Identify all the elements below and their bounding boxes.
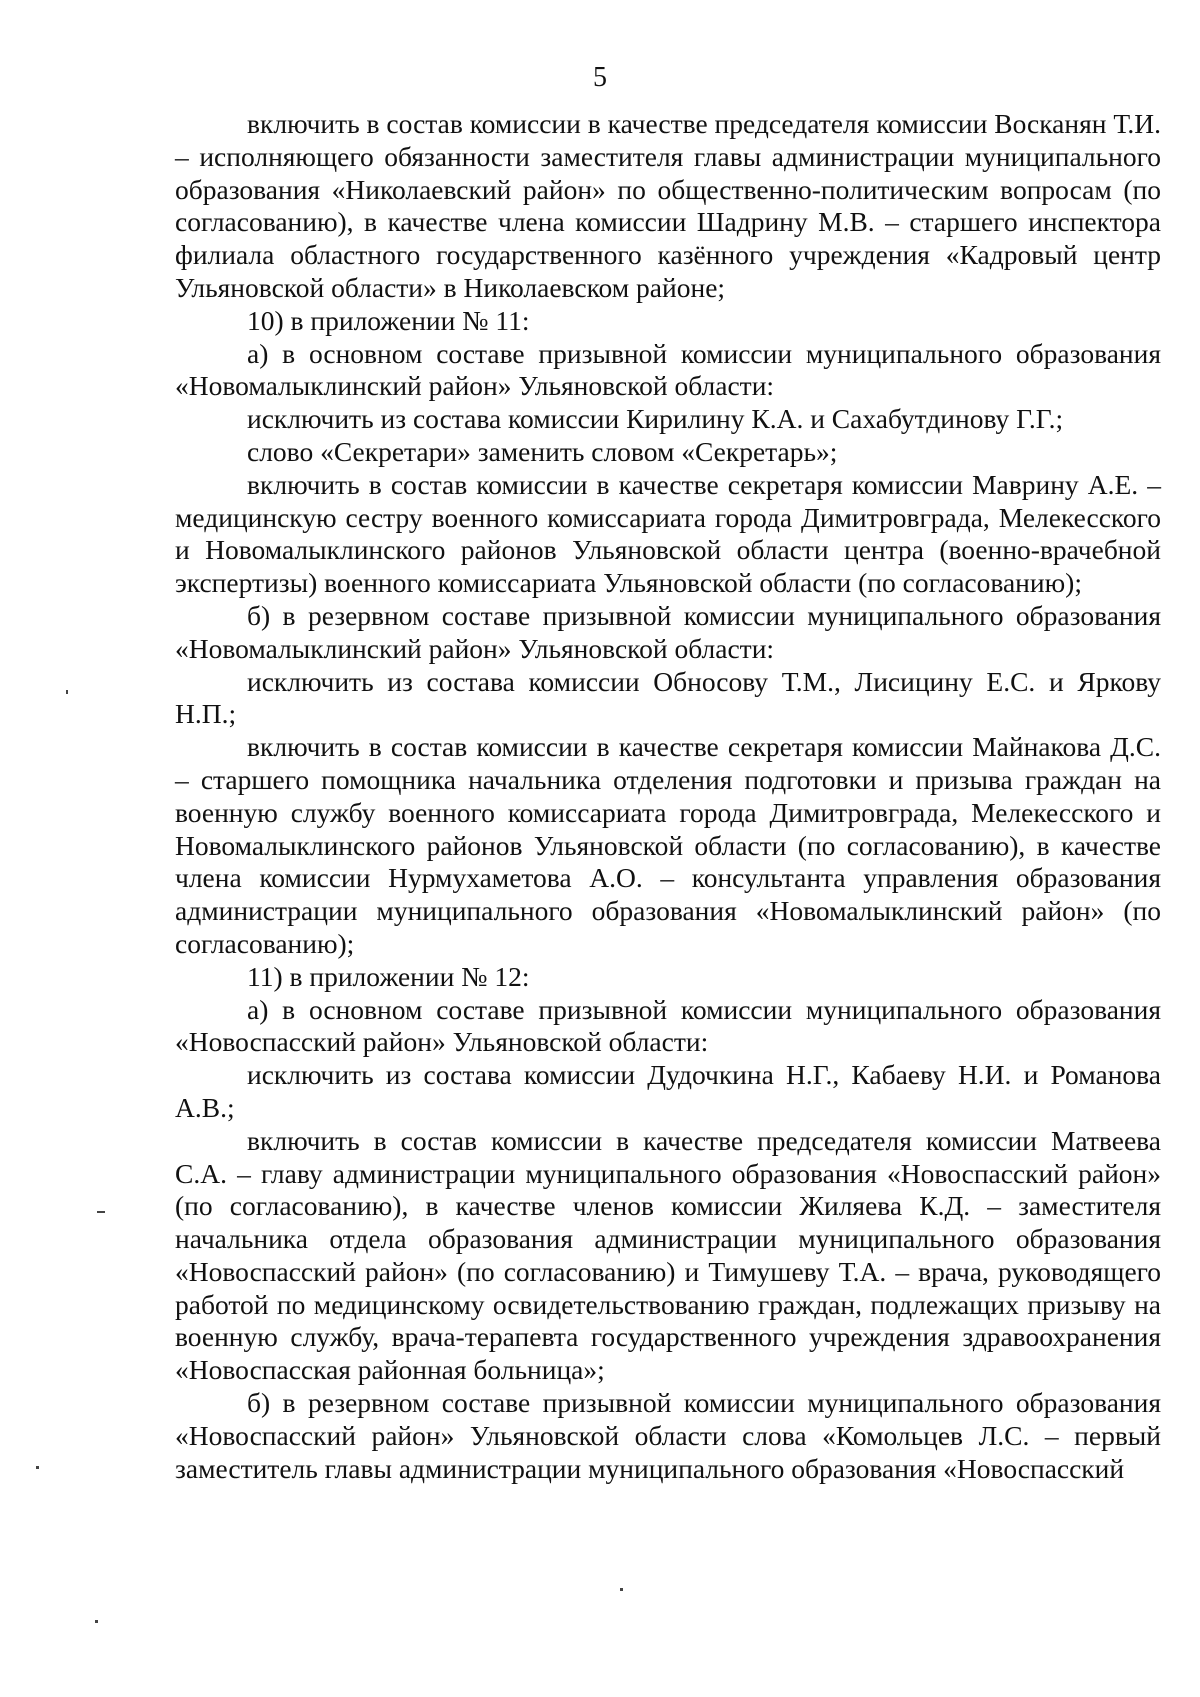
scan-speck bbox=[97, 1211, 105, 1213]
scan-speck bbox=[36, 1466, 39, 1469]
paragraph-item-11a-exclude: исключить из состава комиссии Дудочкина Н.Г., Кабаеву Н.И. и Романова А.В.; bbox=[175, 1059, 1161, 1123]
scan-speck bbox=[620, 1588, 623, 1591]
paragraph-item-10b: б) в резервном составе призывной комиссии муниципального образования «Новомалыклинский район» Ульяновской области: bbox=[175, 599, 1161, 664]
paragraph-item-10b-include: включить в состав комиссии в качестве секретаря комиссии Майнакова Д.С. – старшего помощника начальника отделения подготовки и призыва граждан на военную службу военного комиссариата города Димитровграда, Мелекесского и Новомалыклинского районов Ульяновской области (по согласованию), в качестве члена комиссии Нурмухаметова А.О. – консультанта управления образования администрации муниципального образования «Новомалыклинский район» (по согласованию); bbox=[175, 731, 1161, 959]
paragraph-item-11-heading: 11) в приложении № 12: bbox=[247, 960, 530, 992]
document-body bbox=[175, 108, 1161, 1485]
scan-speck bbox=[66, 690, 68, 694]
paragraph-item-9-continuation: включить в состав комиссии в качестве председателя комиссии Восканян Т.И. – исполняющего обязанности заместителя главы администрации муниципального образования «Николаевский район» по общественно-политическим вопросам (по согласованию), в качестве члена комиссии Шадрину М.В. – старшего инспектора филиала областного государственного казённого учреждения «Кадровый центр Ульяновской области» в Николаевском районе; bbox=[175, 108, 1161, 303]
paragraph-item-10a-include: включить в состав комиссии в качестве секретаря комиссии Маврину А.Е. – медицинскую сестру военного комиссариата города Димитровграда, Мелекесского и Новомалыклинского районов Ульяновской области центра (военно-врачебной экспертизы) военного комиссариата Ульяновской области (по согласованию); bbox=[175, 468, 1161, 599]
paragraph-item-11b: б) в резервном составе призывной комиссии муниципального образования «Новоспасский район» Ульяновской области слова «Комольцев Л.С. – первый заместитель главы администрации муниципального образования «Новоспасский bbox=[175, 1387, 1161, 1484]
scan-speck bbox=[95, 1620, 98, 1623]
paragraph-item-11a: а) в основном составе призывной комиссии муниципального образования «Новоспасский район» Ульяновской области: bbox=[175, 993, 1161, 1058]
paragraph-item-10-heading: 10) в приложении № 11: bbox=[247, 304, 530, 336]
paragraph-item-11a-include: включить в состав комиссии в качестве председателя комиссии Матвеева С.А. – главу администрации муниципального образования «Новоспасский район» (по согласованию), в качестве членов комиссии Жиляева К.Д. – заместителя начальника отдела образования администрации муниципального образования «Новоспасский район» (по согласованию) и Тимушеву Т.А. – врача, руководящего работой по медицинскому освидетельствованию граждан, подлежащих призыву на военную службу, врача-терапевта государственного учреждения здравоохранения «Новоспасская районная больница»; bbox=[175, 1124, 1161, 1386]
paragraph-item-10b-exclude: исключить из состава комиссии Обносову Т.М., Лисицину Е.С. и Яркову Н.П.; bbox=[175, 665, 1161, 730]
paragraph-item-10a-replace-word: слово «Секретари» заменить словом «Секретарь»; bbox=[247, 435, 838, 467]
paragraph-item-10a: а) в основном составе призывной комиссии муниципального образования «Новомалыклинский район» Ульяновской области: bbox=[175, 337, 1161, 402]
paragraph-item-10a-exclude: исключить из состава комиссии Кирилину К.А. и Сахабутдинову Г.Г.; bbox=[247, 403, 1064, 435]
page-number: 5 bbox=[593, 62, 607, 93]
